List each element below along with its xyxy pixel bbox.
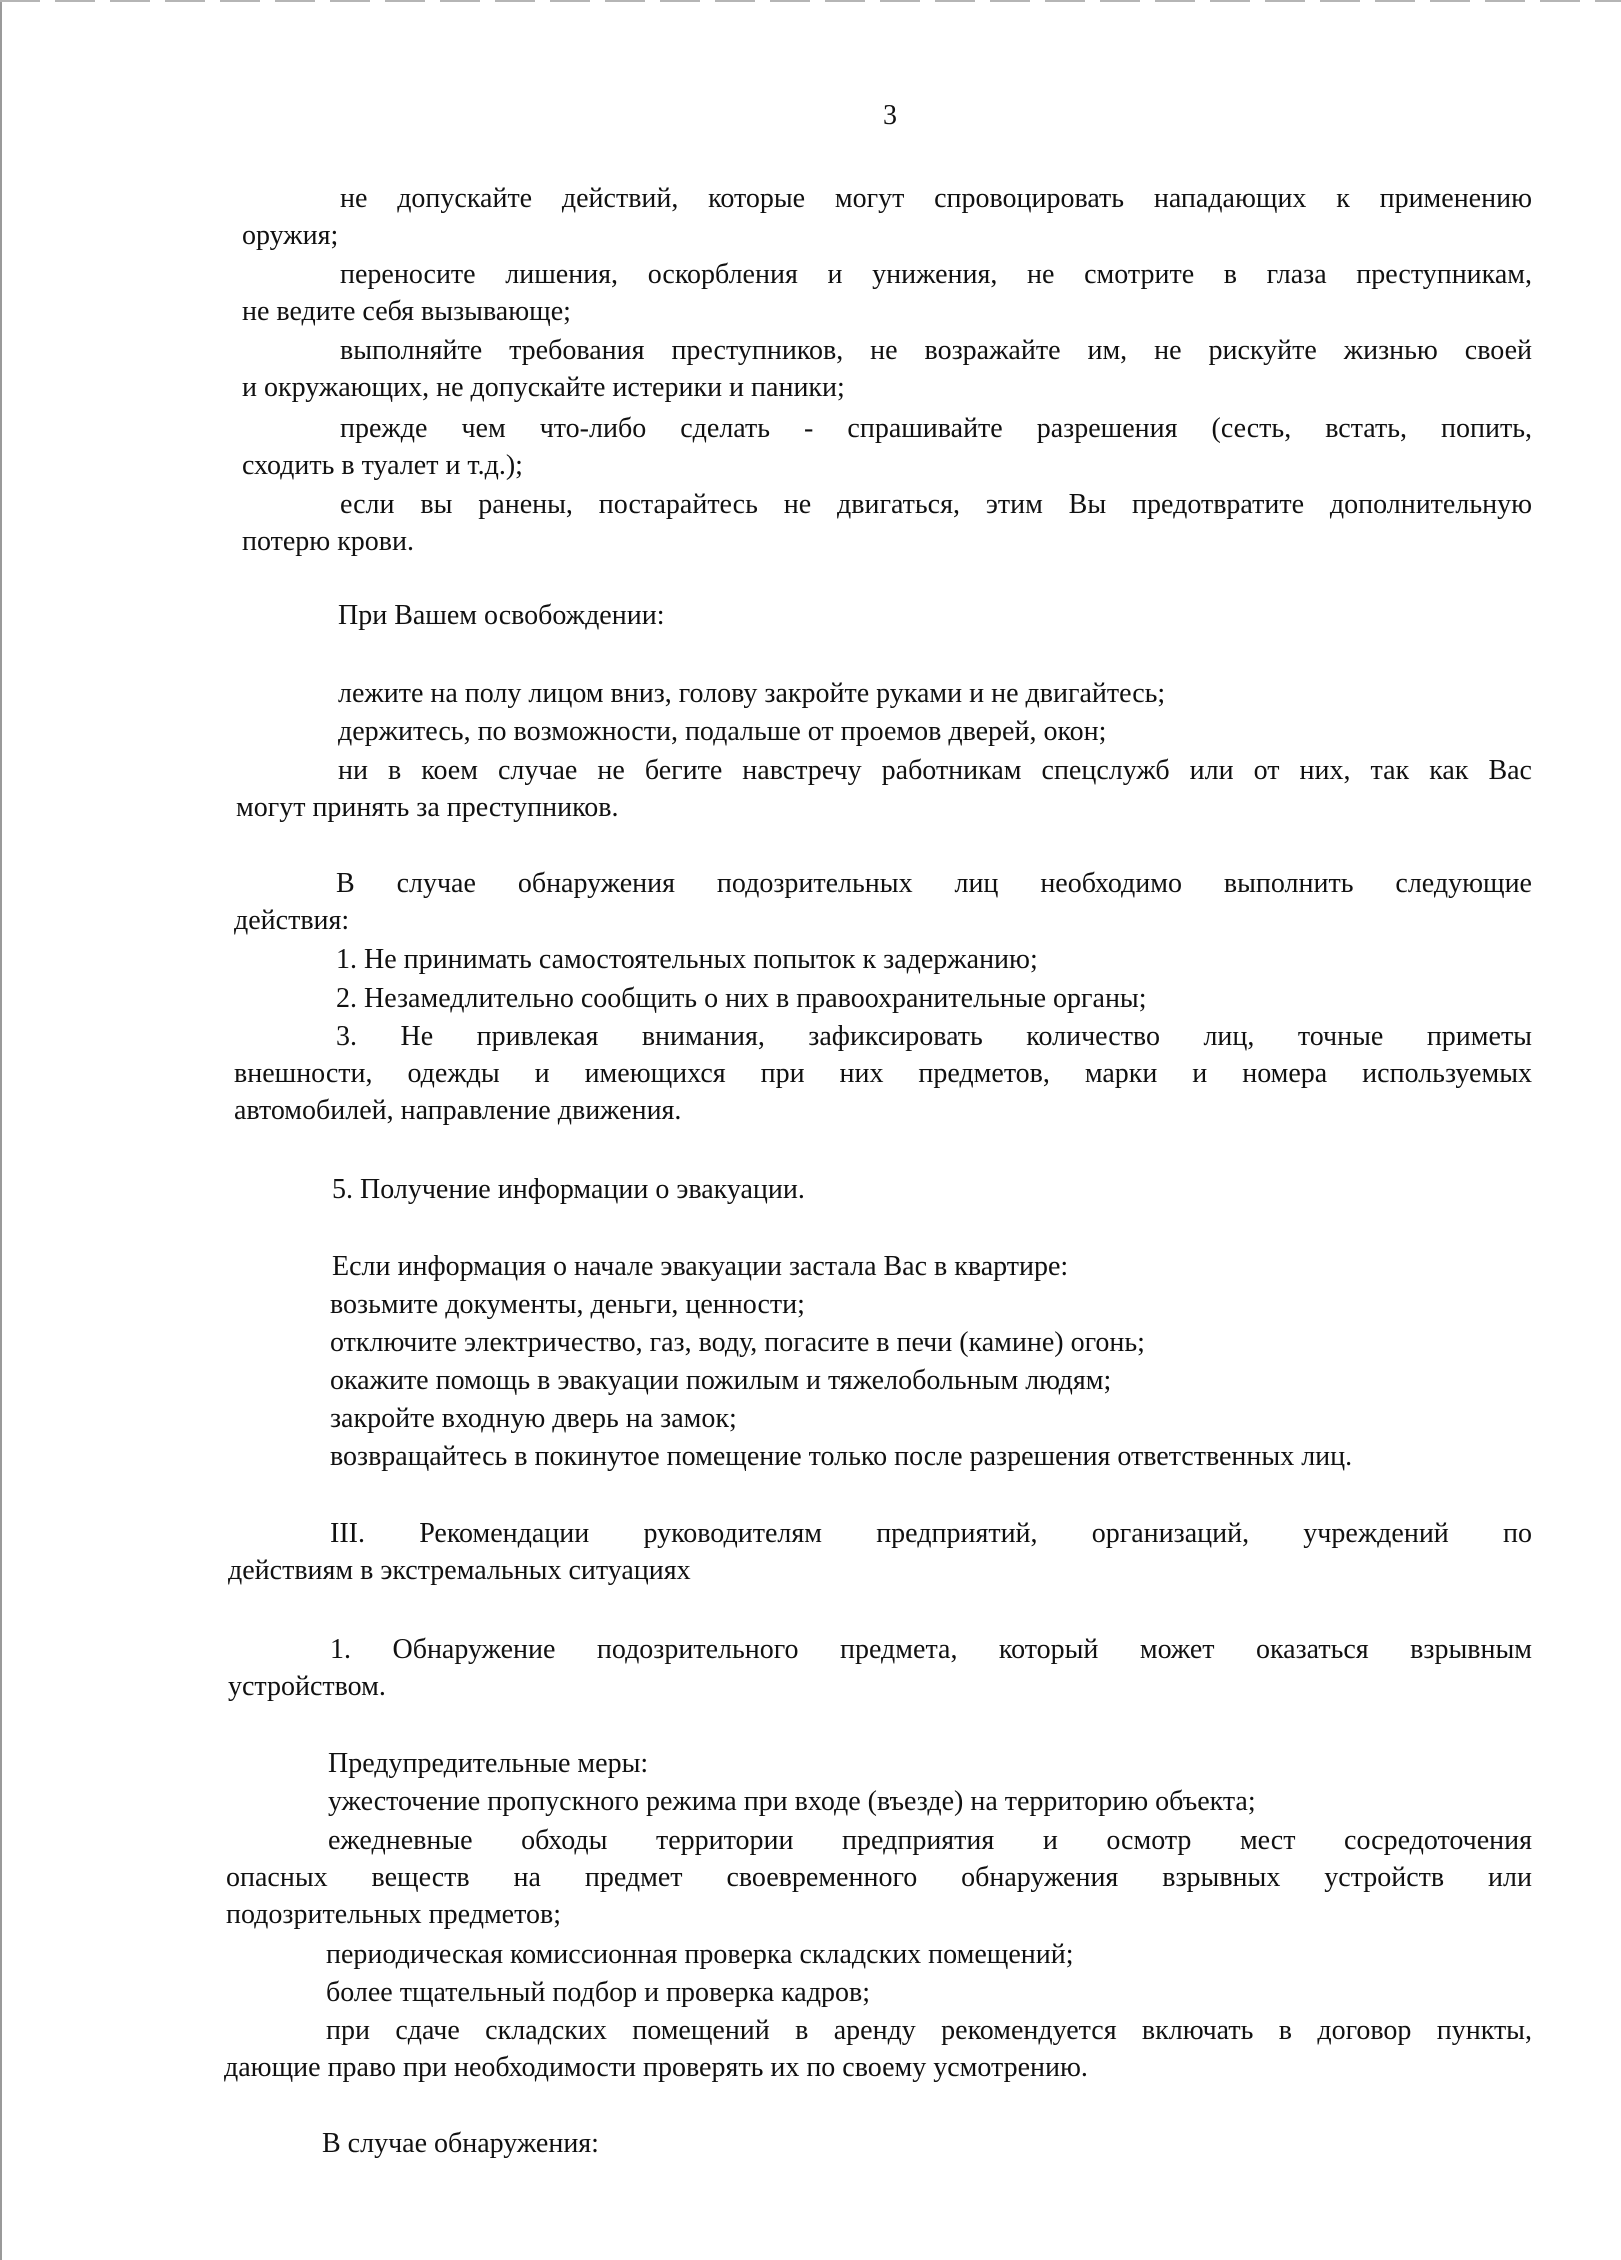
paragraph-line: устройством. [228,1671,386,1702]
paragraph-line: возьмите документы, деньги, ценности; [330,1289,805,1320]
paragraph-line: окажите помощь в эвакуации пожилым и тяжелобольным людям; [330,1365,1112,1396]
paragraph-line: дающие право при необходимости проверять их по своему усмотрению. [224,2052,1088,2083]
paragraph-line: прежде чем что-либо сделать - спрашивайте разрешения (сесть, встать, попить, [340,413,1532,444]
paragraph-line: закройте входную дверь на замок; [330,1403,737,1434]
paragraph-line: опасных веществ на предмет своевременного обнаружения взрывных устройств или [226,1862,1532,1893]
paragraph-line: 5. Получение информации о эвакуации. [332,1174,805,1205]
scan-top-edge [0,0,1621,2]
paragraph-line: выполняйте требования преступников, не возражайте им, не рискуйте жизнью своей [340,335,1532,366]
paragraph-line: отключите электричество, газ, воду, погасите в печи (камине) огонь; [330,1327,1145,1358]
paragraph-line: не допускайте действий, которые могут спровоцировать нападающих к применению [340,183,1532,214]
paragraph-line: потерю крови. [242,526,415,557]
paragraph-line: ужесточение пропускного режима при входе (въезде) на территорию объекта; [328,1786,1256,1817]
paragraph-line: действиям в экстремальных ситуациях [228,1555,691,1586]
paragraph-line: автомобилей, направление движения. [234,1095,682,1126]
paragraph-line: если вы ранены, постарайтесь не двигаться, этим Вы предотвратите дополнительную [340,489,1532,520]
paragraph-line: периодическая комиссионная проверка складских помещений; [326,1939,1074,1970]
scan-left-edge [0,0,2,2260]
paragraph-line: 3. Не привлекая внимания, зафиксировать количество лиц, точные приметы [336,1021,1532,1052]
paragraph-line: действия: [234,905,350,936]
paragraph-line: III. Рекомендации руководителям предприятий, организаций, учреждений по [330,1518,1532,1549]
paragraph-line: При Вашем освобождении: [338,600,665,631]
paragraph-line: подозрительных предметов; [226,1899,561,1930]
paragraph-line: не ведите себя вызывающе; [242,296,571,327]
paragraph-line: В случае обнаружения подозрительных лиц необходимо выполнить следующие [336,868,1532,899]
paragraph-line: держитесь, по возможности, подальше от проемов дверей, окон; [338,716,1107,747]
paragraph-line: Предупредительные меры: [328,1748,649,1779]
paragraph-line: при сдаче складских помещений в аренду рекомендуется включать в договор пункты, [326,2015,1532,2046]
paragraph-line: могут принять за преступников. [236,792,619,823]
paragraph-line: ежедневные обходы территории предприятия и осмотр мест сосредоточения [328,1825,1532,1856]
paragraph-line: возвращайтесь в покинутое помещение только после разрешения ответственных лиц. [330,1441,1353,1472]
paragraph-line: оружия; [242,220,339,251]
paragraph-line: внешности, одежды и имеющихся при них предметов, марки и номера используемых [234,1058,1532,1089]
paragraph-line: лежите на полу лицом вниз, голову закройте руками и не двигайтесь; [338,678,1166,709]
paragraph-line: 1. Не принимать самостоятельных попыток к задержанию; [336,944,1038,975]
paragraph-line: более тщательный подбор и проверка кадров; [326,1977,870,2008]
paragraph-line: Если информация о начале эвакуации застала Вас в квартире: [332,1251,1069,1282]
paragraph-line: В случае обнаружения: [322,2128,599,2159]
paragraph-line: переносите лишения, оскорбления и унижения, не смотрите в глаза преступникам, [340,259,1532,290]
page-number: 3 [883,100,897,131]
paragraph-line: и окружающих, не допускайте истерики и паники; [242,372,845,403]
paragraph-line: ни в коем случае не бегите навстречу работникам спецслужб или от них, так как Вас [338,755,1532,786]
paragraph-line: 2. Незамедлительно сообщить о них в правоохранительные органы; [336,983,1147,1014]
paragraph-line: сходить в туалет и т.д.); [242,450,523,481]
paragraph-line: 1. Обнаружение подозрительного предмета, который может оказаться взрывным [330,1634,1532,1665]
